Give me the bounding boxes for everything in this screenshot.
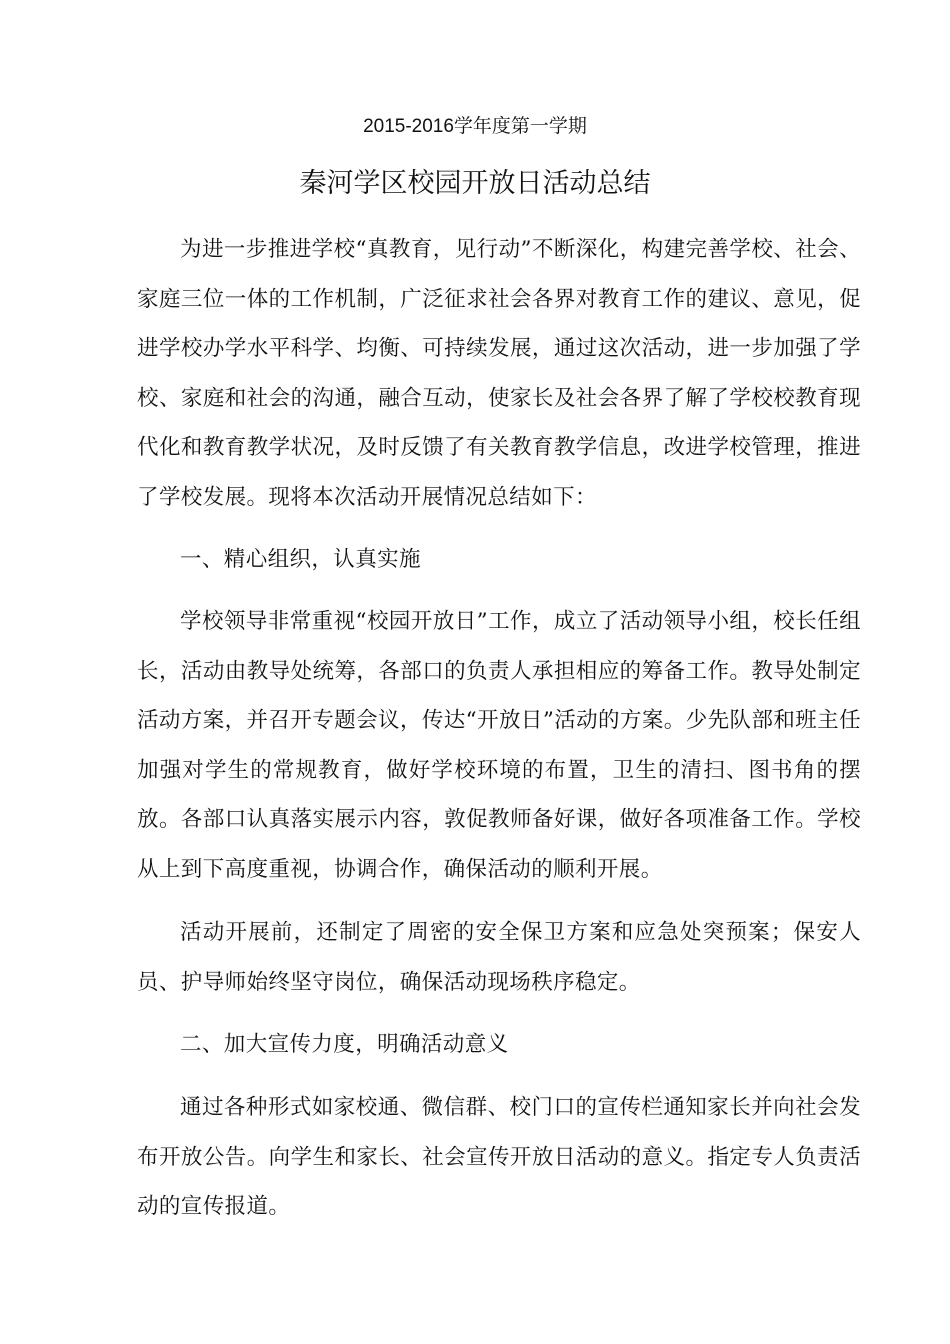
section-1-heading: 一、精心组织，认真实施 <box>180 547 421 572</box>
document-title: 秦河学区校园开放日活动总结 <box>299 168 651 199</box>
document-subtitle: 2015-2016学年度第一学期 <box>363 116 587 137</box>
section-1-paragraph-2: 活动开展前，还制定了周密的安全保卫方案和应急处突预案；保安人员、护导师始终坚守岗位，确保活动现场秩序稳定。 <box>137 920 861 995</box>
section-2-heading: 二、加大宣传力度，明确活动意义 <box>180 1032 509 1057</box>
section-2-paragraph-1: 通过各种形式如家校通、微信群、校门口的宣传栏通知家长并向社会发布开放公告。向学生和家长、社会宣传开放日活动的意义。指定专人负责活动的宣传报道。 <box>137 1095 861 1220</box>
section-1-paragraph-1: 学校领导非常重视“校园开放日”工作，成立了活动领导小组，校长任组长，活动由教导处统筹，各部口的负责人承担相应的筹备工作。教导处制定活动方案，并召开专题会议，传达“开放日”活动的方案。少先队部和班主任加强对学生的常规教育，做好学校环境的布置，卫生的清扫、图书角的摆放。各部口认真落实展示内容，敦促教师备好课，做好各项准备工作。学校从上到下高度重视，协调合作，确保活动的顺利开展。 <box>137 609 861 882</box>
intro-paragraph: 为进一步推进学校“真教育，见行动”不断深化，构建完善学校、社会、家庭三位一体的工作机制，广泛征求社会各界对教育工作的建议、意见，促进学校办学水平科学、均衡、可持续发展，通过这次活动，进一步加强了学校、家庭和社会的沟通，融合互动，使家长及社会各界了解了学校校教育现代化和教育教学状况，及时反馈了有关教育教学信息，改进学校管理，推进了学校发展。现将本次活动开展情况总结如下： <box>137 237 861 510</box>
